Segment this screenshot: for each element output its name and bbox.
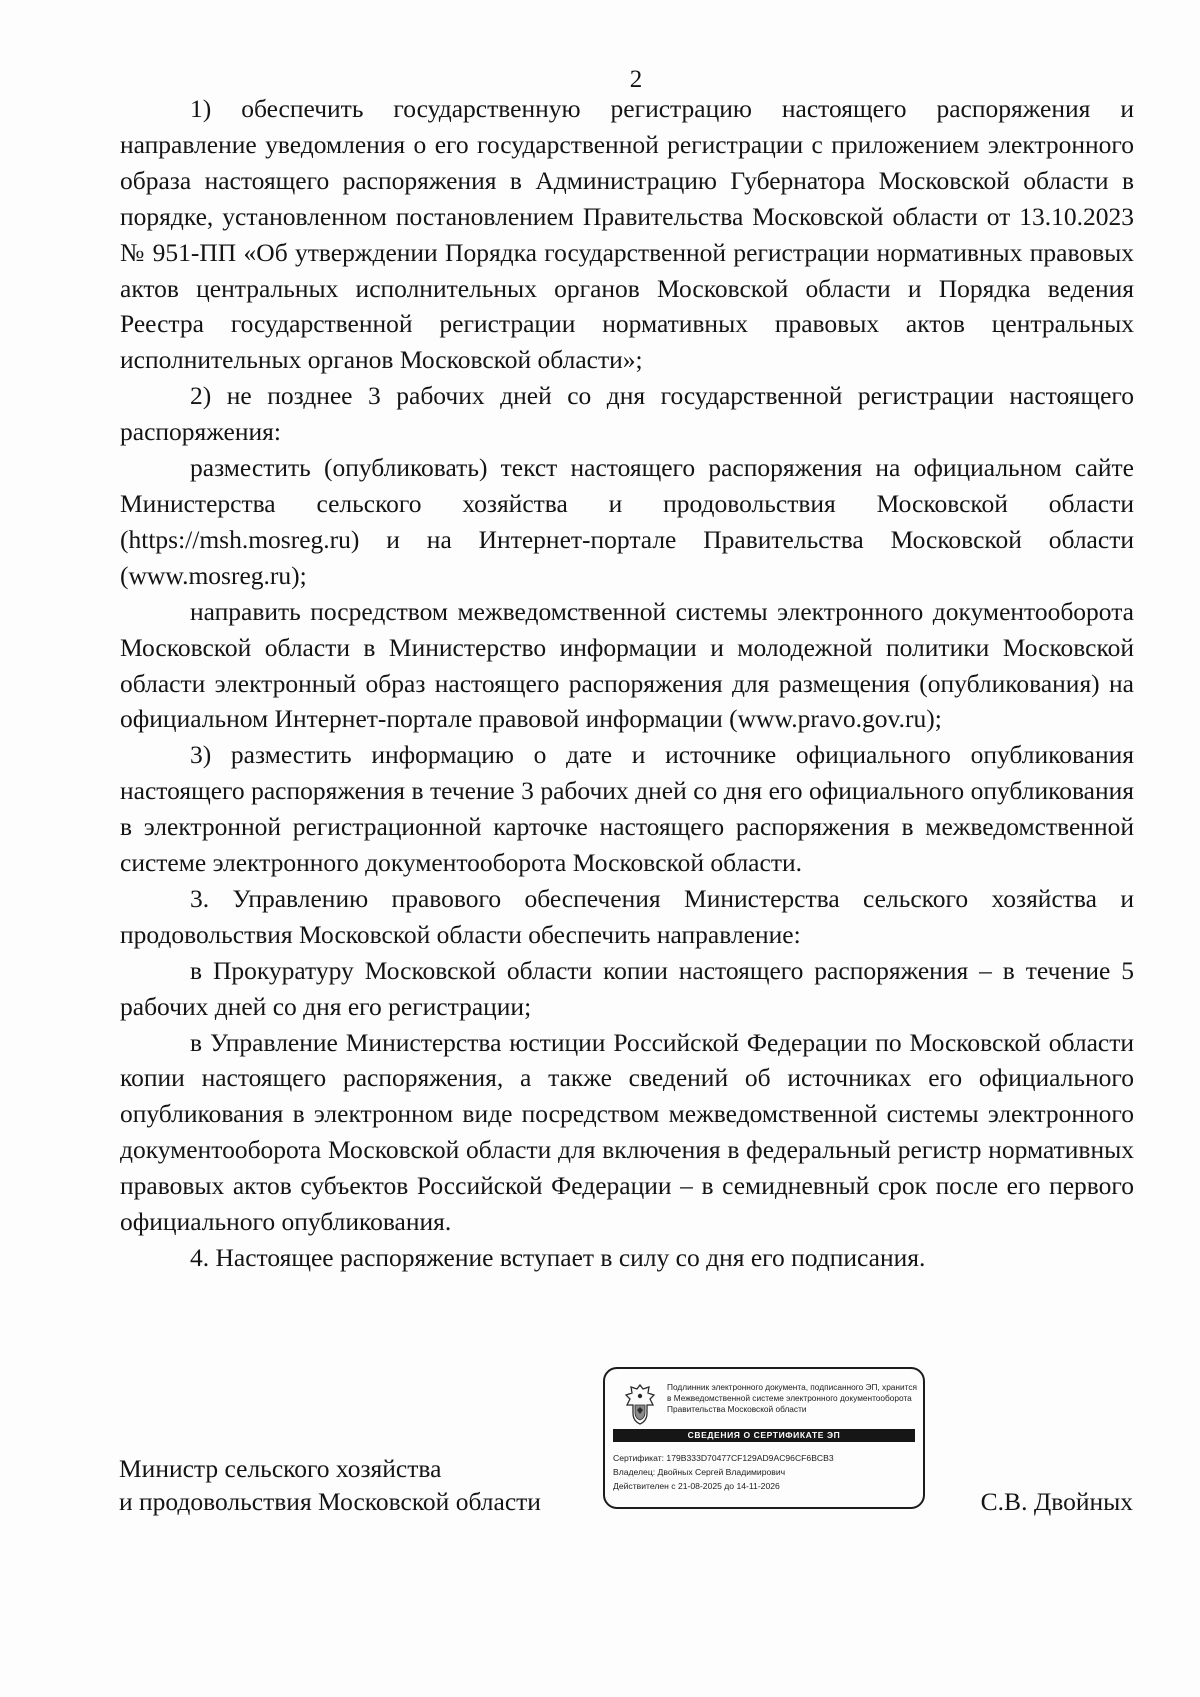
msh-site-url: (https://msh.mosreg.ru) bbox=[120, 524, 360, 554]
signer-name: С.В. Двойных bbox=[980, 1487, 1133, 1516]
signer-position-line-2: и продовольствия Московской области bbox=[119, 1487, 541, 1516]
paragraph-3 bbox=[120, 450, 1134, 594]
stamp-certificate-id: Сертификат: 179B333D70477CF129AD9AC96CF6BCB3 bbox=[613, 1453, 834, 1463]
coat-of-arms-icon bbox=[623, 1383, 657, 1427]
signer-position-line-1: Министр сельского хозяйства bbox=[119, 1454, 442, 1483]
paragraph-3-text-b: и на Интернет-портале Правительства Московской области bbox=[359, 524, 1134, 554]
paragraph-4: направить посредством межведомственной системы электронного документооборота Московской области в Министерство информации и молодежной политики Московской области электронный образ настоящего распоряжения для размещения (опубликования) на официальном Интернет-портале правовой информации (www.pravo.gov.ru); bbox=[120, 596, 1134, 734]
stamp-certificate-header: СВЕДЕНИЯ О СЕРТИФИКАТЕ ЭП bbox=[613, 1429, 915, 1442]
paragraph-8: в Управление Министерства юстиции Российской Федерации по Московской области копии настоящего распоряжения, а также сведений об источниках его официального опубликования в электронном виде посредством межведомственной системы электронного документооборота Московской области для включения в федеральный регистр нормативных правовых актов субъектов Российской Федерации – в семидневный срок после его первого официального опубликования. bbox=[120, 1027, 1134, 1237]
document-body bbox=[120, 91, 1134, 1276]
stamp-owner: Владелец: Двойных Сергей Владимирович bbox=[613, 1467, 786, 1477]
paragraph-1: 1) обеспечить государственную регистрацию настоящего распоряжения и направление уведомления о его государственной регистрации с приложением электронного образа настоящего распоряжения в Администрацию Губернатора Московской области в порядке, установленном постановлением Правительства Московской области от 13.10.2023 № 951-ПП «Об утверждении Порядка государственной регистрации нормативных правовых актов центральных исполнительных органов Московской области и Порядка ведения Реестра государственной регистрации нормативных правовых актов центральных исполнительных органов Московской области»; bbox=[120, 94, 1134, 375]
paragraph-9: 4. Настоящее распоряжение вступает в силу со дня его подписания. bbox=[190, 1243, 926, 1272]
stamp-validity: Действителен с 21-08-2025 до 14-11-2026 bbox=[613, 1481, 780, 1491]
stamp-note: Подлинник электронного документа, подписанного ЭП, хранится в Межведомственной системе электронного документооборота Правительства Московской области bbox=[667, 1382, 917, 1414]
signer-position bbox=[119, 1452, 541, 1518]
paragraph-5: 3) разместить информацию о дате и источнике официального опубликования настоящего распоряжения в течение 3 рабочих дней со дня его официального опубликования в электронной регистрационной карточке настоящего распоряжения в межведомственной системе электронного документооборота Московской области. bbox=[120, 740, 1134, 878]
paragraph-3-text-a: разместить (опубликовать) текст настоящего распоряжения на официальном сайте Министерства сельского хозяйства и продовольствия Московской области bbox=[120, 453, 1134, 518]
paragraph-2: 2) не позднее 3 рабочих дней со дня государственной регистрации настоящего распоряжения: bbox=[120, 381, 1134, 447]
mosreg-site-url: (www.mosreg.ru); bbox=[120, 560, 307, 590]
e-signature-stamp bbox=[603, 1367, 925, 1509]
paragraph-6: 3. Управлению правового обеспечения Министерства сельского хозяйства и продовольствия Московской области обеспечить направление: bbox=[120, 883, 1134, 949]
page-number: 2 bbox=[629, 66, 643, 93]
paragraph-7: в Прокуратуру Московской области копии настоящего распоряжения – в течение 5 рабочих дней со дня его регистрации; bbox=[120, 955, 1134, 1021]
